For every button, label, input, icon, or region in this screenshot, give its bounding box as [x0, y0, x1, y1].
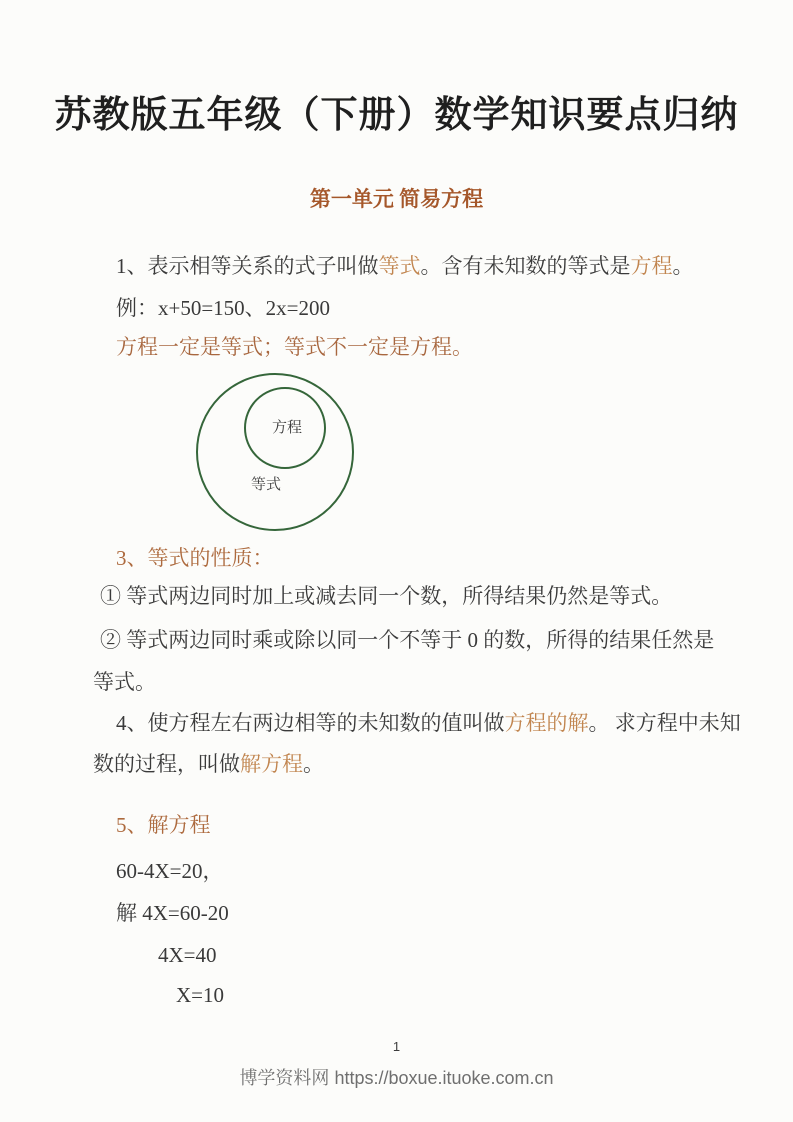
term-solution-of-equation: 方程的解 — [504, 711, 589, 735]
paragraph-solution-pre: 4、使方程左右两边相等的未知数的值叫做 — [116, 711, 505, 735]
venn-outer-circle — [197, 374, 353, 530]
paragraph-solution-continued — [93, 752, 324, 776]
equation-line-4: X=10 — [176, 983, 225, 1007]
paragraph-solution-continued-post: 。 — [303, 752, 324, 776]
equation-line-3: 4X=40 — [158, 943, 217, 967]
paragraph-definition-pre: 1、表示相等关系的式子叫做 — [116, 254, 379, 278]
term-solve-equation: 解方程 — [240, 752, 303, 776]
paragraph-example: 例：x+50=150、2x=200 — [116, 296, 331, 320]
equation-line-2: 解 4X=60-20 — [116, 901, 229, 925]
footer-site-link: 博学资料网 https://boxue.ituoke.com.cn — [239, 1068, 554, 1088]
paragraph-solution-post: 。 求方程中未知 — [588, 711, 741, 735]
document-title: 苏教版五年级（下册）数学知识要点归纳 — [54, 95, 739, 136]
paragraph-solution-continued-pre: 数的过程，叫做 — [93, 752, 240, 776]
paragraph-solution-definition — [116, 711, 741, 735]
paragraph-property-2: ② 等式两边同时乘或除以同一个不等于 0 的数，所得的结果任然是 — [100, 628, 715, 652]
venn-inner-label: 方程 — [271, 420, 303, 436]
paragraph-solve-heading: 5、解方程 — [116, 813, 211, 837]
paragraph-property-1: ① 等式两边同时加上或减去同一个数，所得结果仍然是等式。 — [100, 584, 673, 608]
venn-outer-label: 等式 — [250, 477, 282, 493]
page-number: 1 — [392, 1039, 401, 1054]
term-equality: 等式 — [378, 254, 421, 278]
paragraph-statement: 方程一定是等式；等式不一定是方程。 — [116, 335, 473, 359]
paragraph-properties-heading: 3、等式的性质： — [116, 546, 274, 570]
term-equation: 方程 — [630, 254, 673, 278]
paragraph-definition-end: 。 — [672, 254, 694, 278]
paragraph-property-2-continued: 等式。 — [93, 670, 156, 694]
equation-line-1: 60-4X=20， — [116, 859, 224, 883]
paragraph-definition — [116, 254, 694, 278]
venn-diagram — [180, 365, 380, 540]
section-heading: 第一单元 简易方程 — [309, 187, 484, 211]
paragraph-definition-mid: 。含有未知数的等式是 — [420, 254, 631, 278]
